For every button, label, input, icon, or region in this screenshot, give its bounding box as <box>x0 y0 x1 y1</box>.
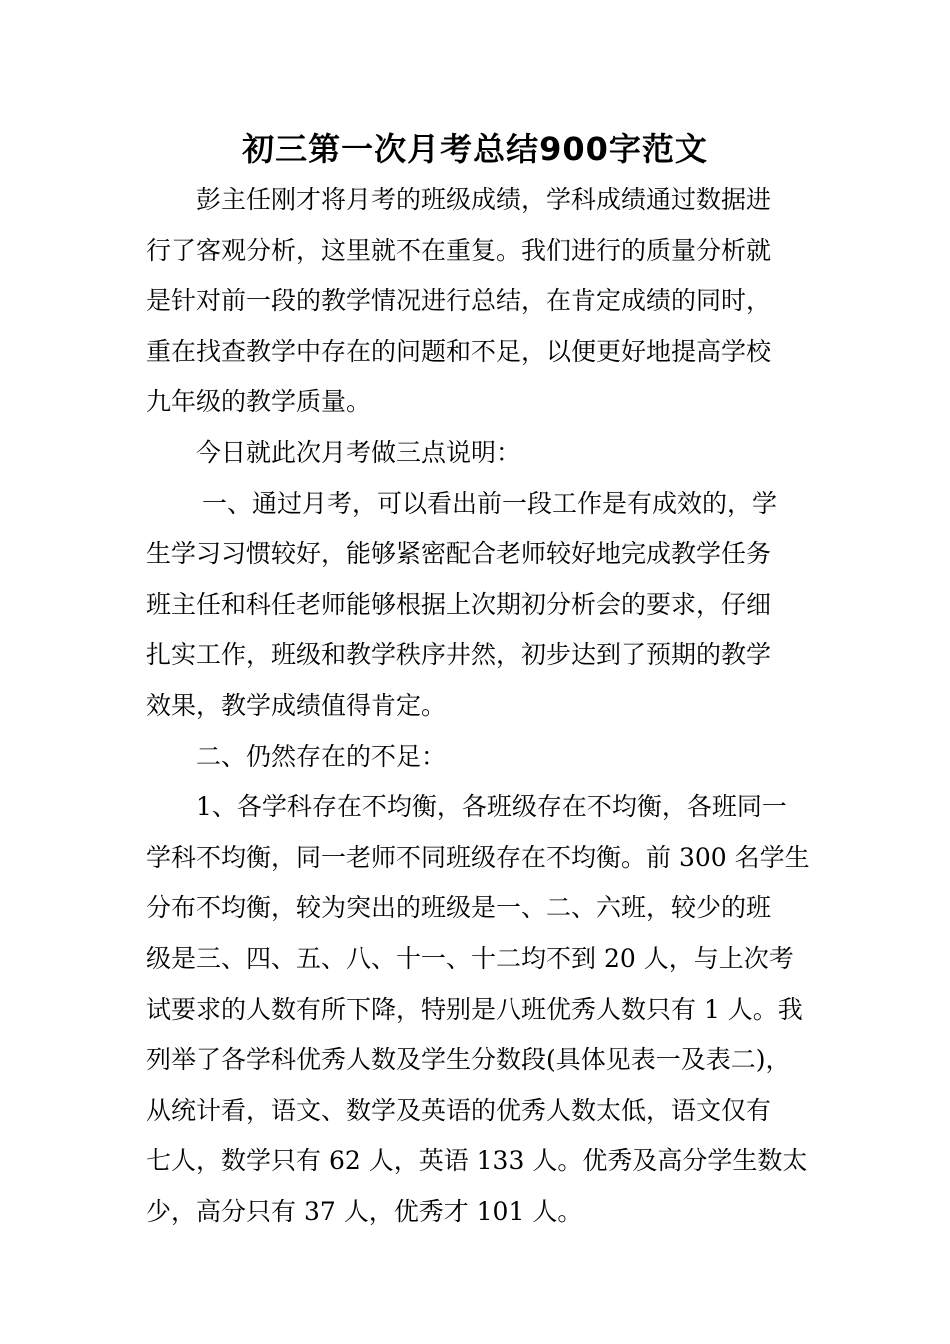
paragraph-1-line-2: 行了客观分析，这里就不在重复。我们进行的质量分析就 <box>146 235 772 265</box>
paragraph-5-line-6: 列举了各学科优秀人数及学生分数段(具体见表一及表二)， <box>146 1045 791 1075</box>
document-body <box>146 175 810 1237</box>
paragraph-5-line-9: 少，高分只有 37 人，优秀才 101 人。 <box>146 1196 583 1226</box>
paragraph-5-line-1: 1、各学科存在不均衡，各班级存在不均衡，各班同一 <box>196 792 787 822</box>
paragraph-5-line-8: 七人，数学只有 62 人，英语 133 人。优秀及高分学生数太 <box>146 1146 808 1176</box>
paragraph-4-line-1: 二、仍然存在的不足： <box>196 741 447 771</box>
paragraph-5-line-2: 学科不均衡，同一老师不同班级存在不均衡。前 300 名学生 <box>146 842 810 872</box>
paragraph-3-line-3: 班主任和科任老师能够根据上次期初分析会的要求，仔细 <box>146 589 772 619</box>
paragraph-5-line-7: 从统计看，语文、数学及英语的优秀人数太低，语文仅有 <box>146 1095 772 1125</box>
paragraph-5-line-3: 分布不均衡，较为突出的班级是一、二、六班，较少的班 <box>146 893 772 923</box>
paragraph-2-line-1: 今日就此次月考做三点说明： <box>196 437 522 467</box>
paragraph-1-line-4: 重在找查教学中存在的问题和不足，以便更好地提高学校 <box>146 336 772 366</box>
paragraph-5-line-4: 级是三、四、五、八、十一、十二均不到 20 人，与上次考 <box>146 943 794 973</box>
paragraph-5-line-5: 试要求的人数有所下降，特别是八班优秀人数只有 1 人。我 <box>146 994 803 1024</box>
document-title: 初三第一次月考总结900字范文 <box>242 130 708 168</box>
paragraph-3-line-2: 生学习习惯较好，能够紧密配合老师较好地完成教学任务 <box>146 539 772 569</box>
paragraph-1-line-5: 九年级的教学质量。 <box>146 387 372 417</box>
paragraph-3-line-4: 扎实工作，班级和教学秩序井然，初步达到了预期的教学 <box>146 640 772 670</box>
paragraph-1-line-3: 是针对前一段的教学情况进行总结，在肯定成绩的同时， <box>146 286 772 316</box>
paragraph-3-line-1: 一、通过月考，可以看出前一段工作是有成效的，学 <box>202 488 778 518</box>
paragraph-3-line-5: 效果，教学成绩值得肯定。 <box>146 690 447 720</box>
paragraph-1-line-1: 彭主任刚才将月考的班级成绩，学科成绩通过数据进 <box>196 185 772 214</box>
